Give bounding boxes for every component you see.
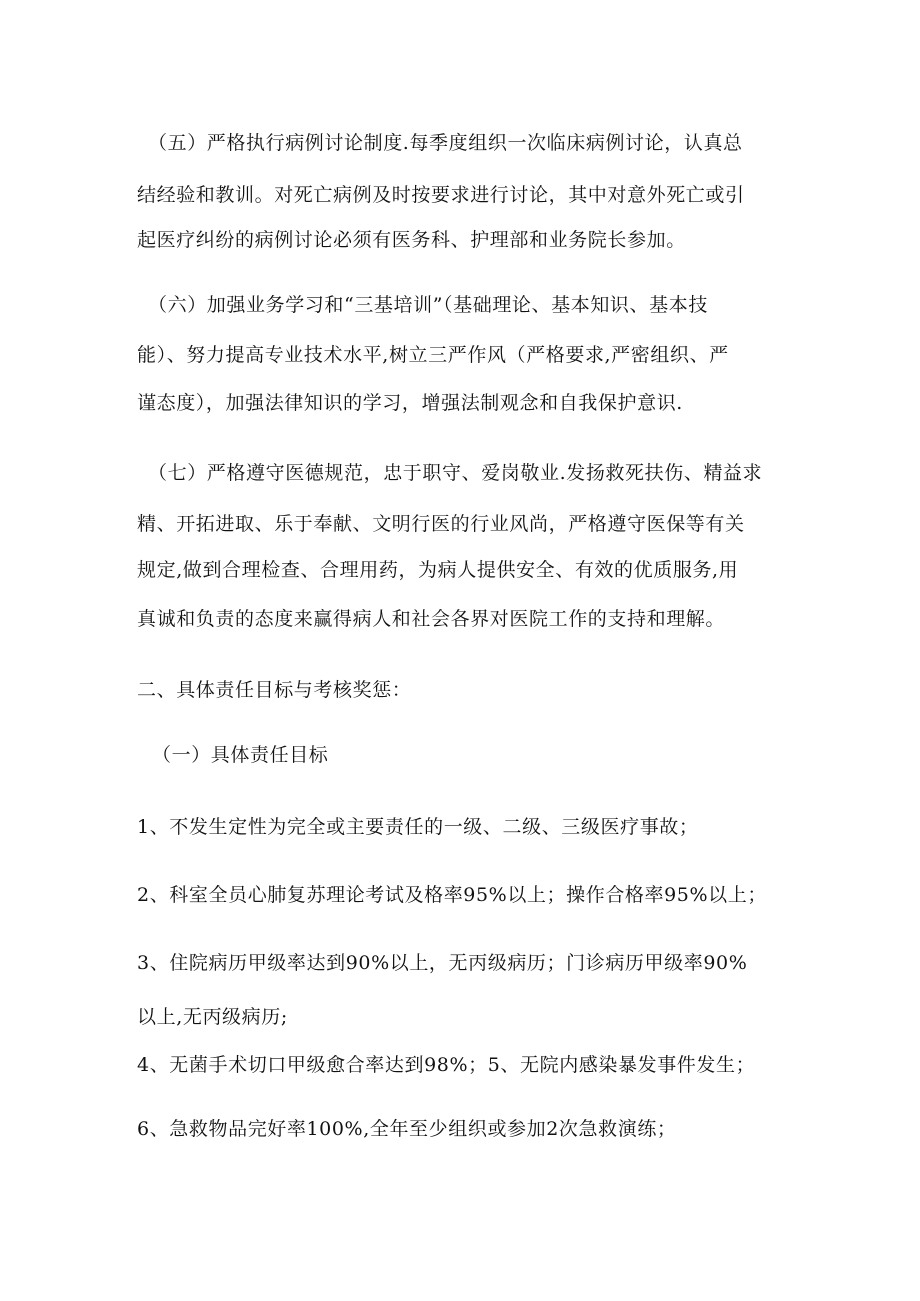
list-item-4-5: 4、无菌手术切口甲级愈合率达到98%；5、无院内感染暴发事件发生； (137, 1054, 756, 1076)
list-item-2: 2、科室全员心肺复苏理论考试及格率95%以上；操作合格率95%以上； (137, 884, 767, 906)
paragraph-5-line-1: （五）严格执行病例讨论制度.每季度组织一次临床病例讨论，认真总 (148, 132, 743, 154)
list-item-1: 1、不发生定性为完全或主要责任的一级、二级、三级医疗事故； (137, 816, 699, 838)
paragraph-6-line-1: （六）加强业务学习和“三基培训”（基础理论、基本知识、基本技 (148, 294, 708, 316)
paragraph-7-line-1: （七）严格遵守医德规范，忠于职守、爱岗敬业.发扬救死扶伤、精益求 (148, 462, 763, 484)
paragraph-7-line-4: 真诚和负责的态度来赢得病人和社会各界对医院工作的支持和理解。 (137, 608, 726, 630)
paragraph-6-line-3: 谨态度），加强法律知识的学习，增强法制观念和自我保护意识. (137, 392, 683, 414)
paragraph-7-line-2: 精、开拓进取、乐于奉献、文明行医的行业风尚，严格遵守医保等有关 (137, 513, 745, 535)
paragraph-5-line-2: 结经验和教训。对死亡病例及时按要求进行讨论，其中对意外死亡或引 (137, 184, 745, 206)
list-item-6: 6、急救物品完好率100%,全年至少组织或参加2次急救演练； (137, 1118, 677, 1140)
list-item-3-line-2: 以上,无丙级病历; (137, 1006, 288, 1028)
paragraph-6-line-2: 能）、努力提高专业技术水平,树立三严作风（严格要求,严密组织、严 (137, 344, 729, 366)
paragraph-5-line-3: 起医疗纠纷的病例讨论必须有医务科、护理部和业务院长参加。 (137, 229, 686, 251)
paragraph-7-line-3: 规定,做到合理检查、合理用药，为病人提供安全、有效的优质服务,用 (137, 559, 739, 581)
section-heading: 二、具体责任目标与考核奖惩： (137, 679, 412, 701)
subsection-heading: （一）具体责任目标 (152, 744, 329, 766)
list-item-3-line-1: 3、住院病历甲级率达到90%以上，无丙级病历；门诊病历甲级率90% (137, 952, 748, 974)
